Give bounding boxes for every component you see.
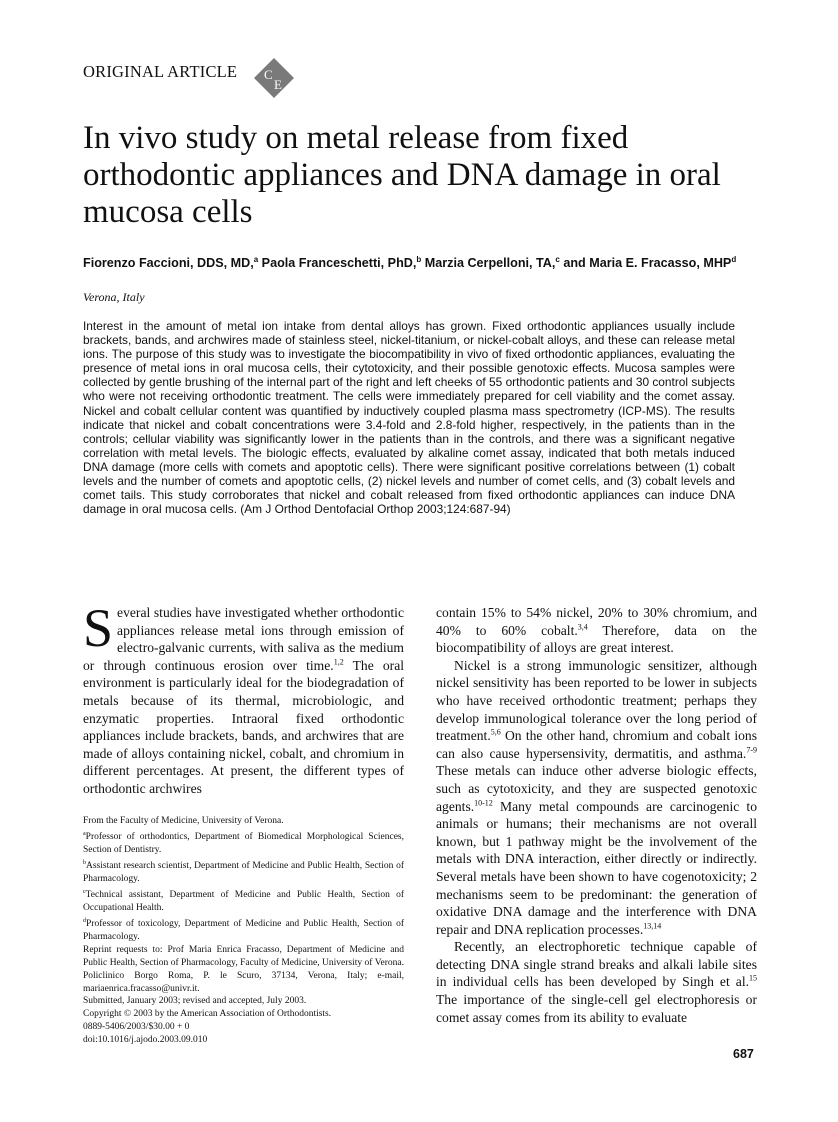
body-column-left [83, 598, 405, 798]
footnote: $^b$Assistant research scientist, Department of Medicine and Public Health, Section of Pharmacology. [83, 859, 404, 884]
paragraph [83, 598, 405, 798]
footnote: $^a$Professor of orthodontics, Department of Biomedical Morphological Sciences, Section of Dentistry. [83, 830, 404, 855]
author: Marzia Cerpelloni, TA, [421, 256, 556, 271]
paragraph: Recently, an electrophoretic technique capable of detecting DNA single strand breaks and alkali labile sites in individual cells has been developed by Singh et al.$^{15}$ The importance of the single-cell gel electrophoresis or comet assay comes from its ability to evaluate [436, 939, 757, 1025]
affiliation-mark: a [253, 255, 259, 264]
svg-text:E: E [274, 77, 282, 92]
abstract: Interest in the amount of metal ion intake from dental alloys has grown. Fixed orthodontic appliances usually include brackets, bands, and archwires made of stainless steel, nickel-titanium, or nickel-cobalt alloys, and these can release metal ions. The purpose of this study was to investigate the biocompatibility in vivo of fixed orthodontic appliances, evaluating the presence of metal ions in oral mucosa cells, their cytotoxicity, and their possible genotoxic effects. Mucosa samples were collected by gentle brushing of the internal part of the right and left cheeks of 55 orthodontic patients and 30 control subjects who were not receiving orthodontic treatment. The cells were immediately prepared for cell viability and the comet assay. Nickel and cobalt cellular content was quantified by inductively coupled plasma mass spectrometry (ICP-MS). The results indicate that nickel and cobalt concentrations were 3.4-fold and 2.8-fold higher, respectively, in the patients than in the controls; cellular viability was significantly lower in the patients than in the controls, and there was a significant negative correlation with metal levels. The biologic effects, evaluated by alkaline comet assay, indicated that both metals induced DNA damage (more cells with comets and apoptotic cells). There were significant positive correlations between (1) cobalt levels and the number of comets and apoptotic cells, (2) nickel levels and number of comet cells, and (3) cobalt levels and comet tails. This study corroborates that nickel and cobalt released from fixed orthodontic appliances can induce DNA damage in oral mucosa cells. (Am J Orthod Dentofacial Orthop 2003;124:687-94) [83, 319, 735, 517]
author: and Maria E. Fracasso, MHP [559, 256, 732, 271]
issn: 0889-5406/2003/$30.00 + 0 [83, 1022, 190, 1033]
text: The oral environment is particularly ideal for the biodegradation of metals because of its thermal, microbiologic, and enzymatic properties. Intraoral fixed orthodontic appliances include brackets, bands, and archwires that are made of alloys containing nickel, cobalt, and chromium in different percentages. At present, the different types of orthodontic archwires [83, 657, 405, 796]
author: Fiorenzo Faccioni, DDS, MD, [83, 256, 254, 271]
text: everal studies have investigated whether orthodontic appliances release metal ions through emission of electro-galvanic currents, with saliva as the medium or through continuous erosion over time. [83, 605, 404, 673]
reprint-info: Reprint requests to: Prof Maria Enrica Fracasso, Department of Medicine and Public Health, Section of Pharmacology, Faculty of Medicine, University of Verona. Policlinico Borgo Roma, P. le Scuro, 37134, Verona, Italy; e-mail, mariaenrica.fracasso@univr.it. [83, 944, 404, 994]
footnotes [83, 815, 404, 1047]
ce-logo-icon [254, 58, 294, 98]
location: Verona, Italy [83, 290, 145, 304]
svg-text:C: C [264, 67, 273, 82]
body-column-right [436, 604, 757, 1026]
footnote: $^d$Professor of toxicology, Department of Medicine and Public Health, Section of Pharmacology. [83, 917, 404, 942]
citation: 1,2 [333, 657, 344, 667]
footnote: From the Faculty of Medicine, University of Verona. [83, 816, 284, 826]
submission-dates: Submitted, January 2003; revised and accepted, July 2003. [83, 996, 307, 1007]
drop-cap: S [83, 598, 114, 658]
author-list [83, 251, 753, 272]
footnote: $^c$Technical assistant, Department of Medicine and Public Health, Section of Occupational Health. [83, 888, 404, 913]
section-label: ORIGINAL ARTICLE [83, 62, 238, 81]
affiliation-mark: b [416, 255, 422, 264]
affiliation-mark: c [555, 255, 560, 264]
article-title: In vivo study on metal release from fixed orthodontic appliances and DNA damage in oral mucosa cells [83, 120, 721, 230]
paragraph: Nickel is a strong immunologic sensitizer, although nickel sensitivity has been reported to be lower in subjects who have received orthodontic treatment; perhaps they develop immunological tolerance over the long period of treatment.$^{5,6}$ On the other hand, chromium and cobalt ions can also cause hypersensivity, dermatitis, and asthma.$^{7-9}$ These metals can induce other adverse biologic effects, such as cytotoxicity, and they are suspected genotoxic agents.$^{10-12}$ Many metal compounds are carcinogenic to animals or humans; their mechanisms are not overall known, but 1 pathway might be the involvement of the metals with DNA interaction, either directly or indirectly. Several metals have been shown to have cogenotoxicity; 2 mechanisms seem to be predominant: the generation of oxidative DNA damage and the interference with DNA repair and DNA replication processes.$^{13,14}$ [436, 657, 757, 937]
affiliation-mark: d [731, 255, 737, 264]
author: Paola Franceschetti, PhD, [258, 256, 417, 271]
copyright: Copyright © 2003 by the American Association of Orthodontists. [83, 1009, 332, 1020]
paragraph: contain 15% to 54% nickel, 20% to 30% chromium, and 40% to 60% cobalt.$^{3,4}$ Therefore, data on the biocompatibility of alloys are great interest. [436, 605, 757, 656]
doi: doi:10.1016/j.ajodo.2003.09.010 [83, 1035, 208, 1046]
page-number: 687 [733, 1047, 754, 1061]
